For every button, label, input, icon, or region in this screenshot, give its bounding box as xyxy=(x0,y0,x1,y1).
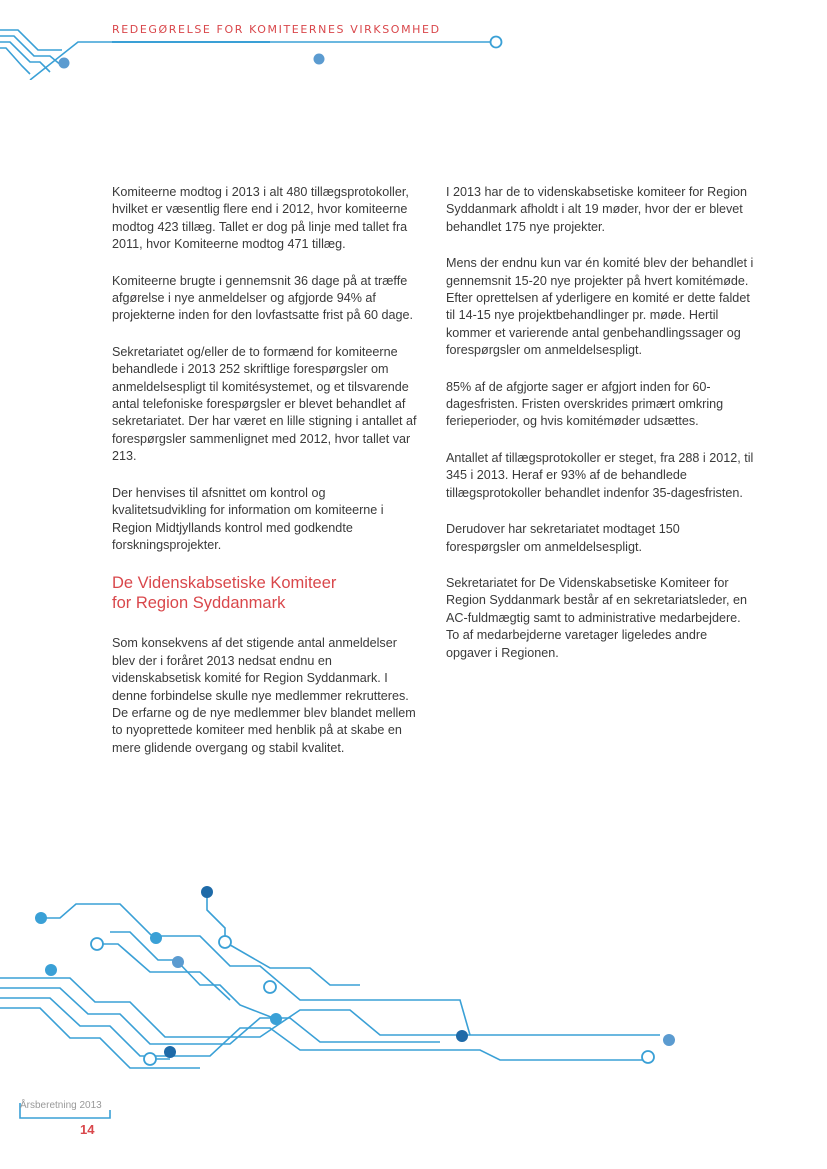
section-heading-line: for Region Syddanmark xyxy=(112,594,286,613)
node-dot xyxy=(59,58,70,69)
paragraph: Som konsekvens af det stigende antal anmeldelser blev der i foråret 2013 nedsat endnu en videnskabsetisk komité for Region Syddanmark. I denne forbindelse skulle nye medlemmer rekrutteres. De erfarne og de nye medlemmer blev blandet mellem to nyoprettede komiteer med henblik på at skabe en mere glidende overgang og stabil kvalitet. xyxy=(112,636,416,755)
page-number: 14 xyxy=(80,1122,95,1137)
paragraph: Komiteerne brugte i gennemsnit 36 dage på at træffe afgørelse i nye anmeldelser og afgjorde 94% af projekterne inden for den lovfastsatte frist på 60 dage. xyxy=(112,273,414,323)
paragraph: Der henvises til afsnittet om kontrol og kvalitetsudvikling for information om komiteerne i Region Midtjyllands kontrol med godkendte forskningsprojekter. xyxy=(112,485,384,552)
section-heading-line: De Videnskabsetiske Komiteer xyxy=(112,574,337,593)
left-column xyxy=(112,184,422,776)
paragraph: Derudover har sekretariatet modtaget 150 forespørgsler om anmeldelsespligt. xyxy=(446,522,680,554)
paragraph: Sekretariatet for De Videnskabsetiske Komiteer for Region Syddanmark består af en sekretariatsleder, en AC-fuldmægtig samt to administrative medarbejdere. To af medarbejderne varetager ligeledes andre opgaver i Regionen. xyxy=(446,575,748,660)
paragraph: I 2013 har de to videnskabsetiske komiteer for Region Syddanmark afholdt i alt 19 møder, hvor der er blevet behandlet 175 nye projekter. xyxy=(446,185,748,234)
footer-label: Årsberetning 2013 xyxy=(20,1100,102,1111)
paragraph: Sekretariatet og/eller de to formænd for komiteerne behandlede i 2013 252 skriftlige forespørgsler om anmeldelsespligt til komitésystemet, og et tilsvarende antal telefoniske forespørgsler er blevet behandlet af sekretariatet. Der har været en lille stigning i antallet af forespørgsler sammenlignet med 2012, hvor tallet var 213. xyxy=(112,344,417,464)
section-heading xyxy=(112,573,422,613)
running-header: REDEGØRELSE FOR KOMITEERNES VIRKSOMHED xyxy=(112,23,441,36)
top-circuit-decoration xyxy=(0,0,520,80)
paragraph: 85% af de afgjorte sager er afgjort inden for 60-dagesfristen. Fristen overskrides primært omkring ferieperioder, og hvis komitémøder udsættes. xyxy=(446,379,724,429)
paragraph: Komiteerne modtog i 2013 i alt 480 tillægsprotokoller, hvilket er væsentlig flere end i 2012, hvor komiteerne modtog 423 tillæg. Tallet er dog på linje med tallet fra 2011, hvor Komiteerne modtog 471 tillæg. xyxy=(112,185,409,252)
paragraph: Antallet af tillægsprotokoller er steget, fra 288 i 2012, til 345 i 2013. Heraf er 93% af de behandlede tillægsprotokoller behandlet indenfor 35-dagesfristen. xyxy=(446,450,754,500)
node-ring xyxy=(491,37,502,48)
node-dot xyxy=(314,54,325,65)
paragraph: Mens der endnu kun var én komité blev der behandlet i gennemsnit 15-20 nye projekter på hvert komitémøde. Efter oprettelsen af yderligere en komité er dette faldet til 14-15 nye projektbehandlinger pr. møde. Hertil kommer et varierende antal genbehandlingssager og forespørgsler om anmeldelsespligt. xyxy=(446,256,754,358)
right-column xyxy=(446,184,756,681)
